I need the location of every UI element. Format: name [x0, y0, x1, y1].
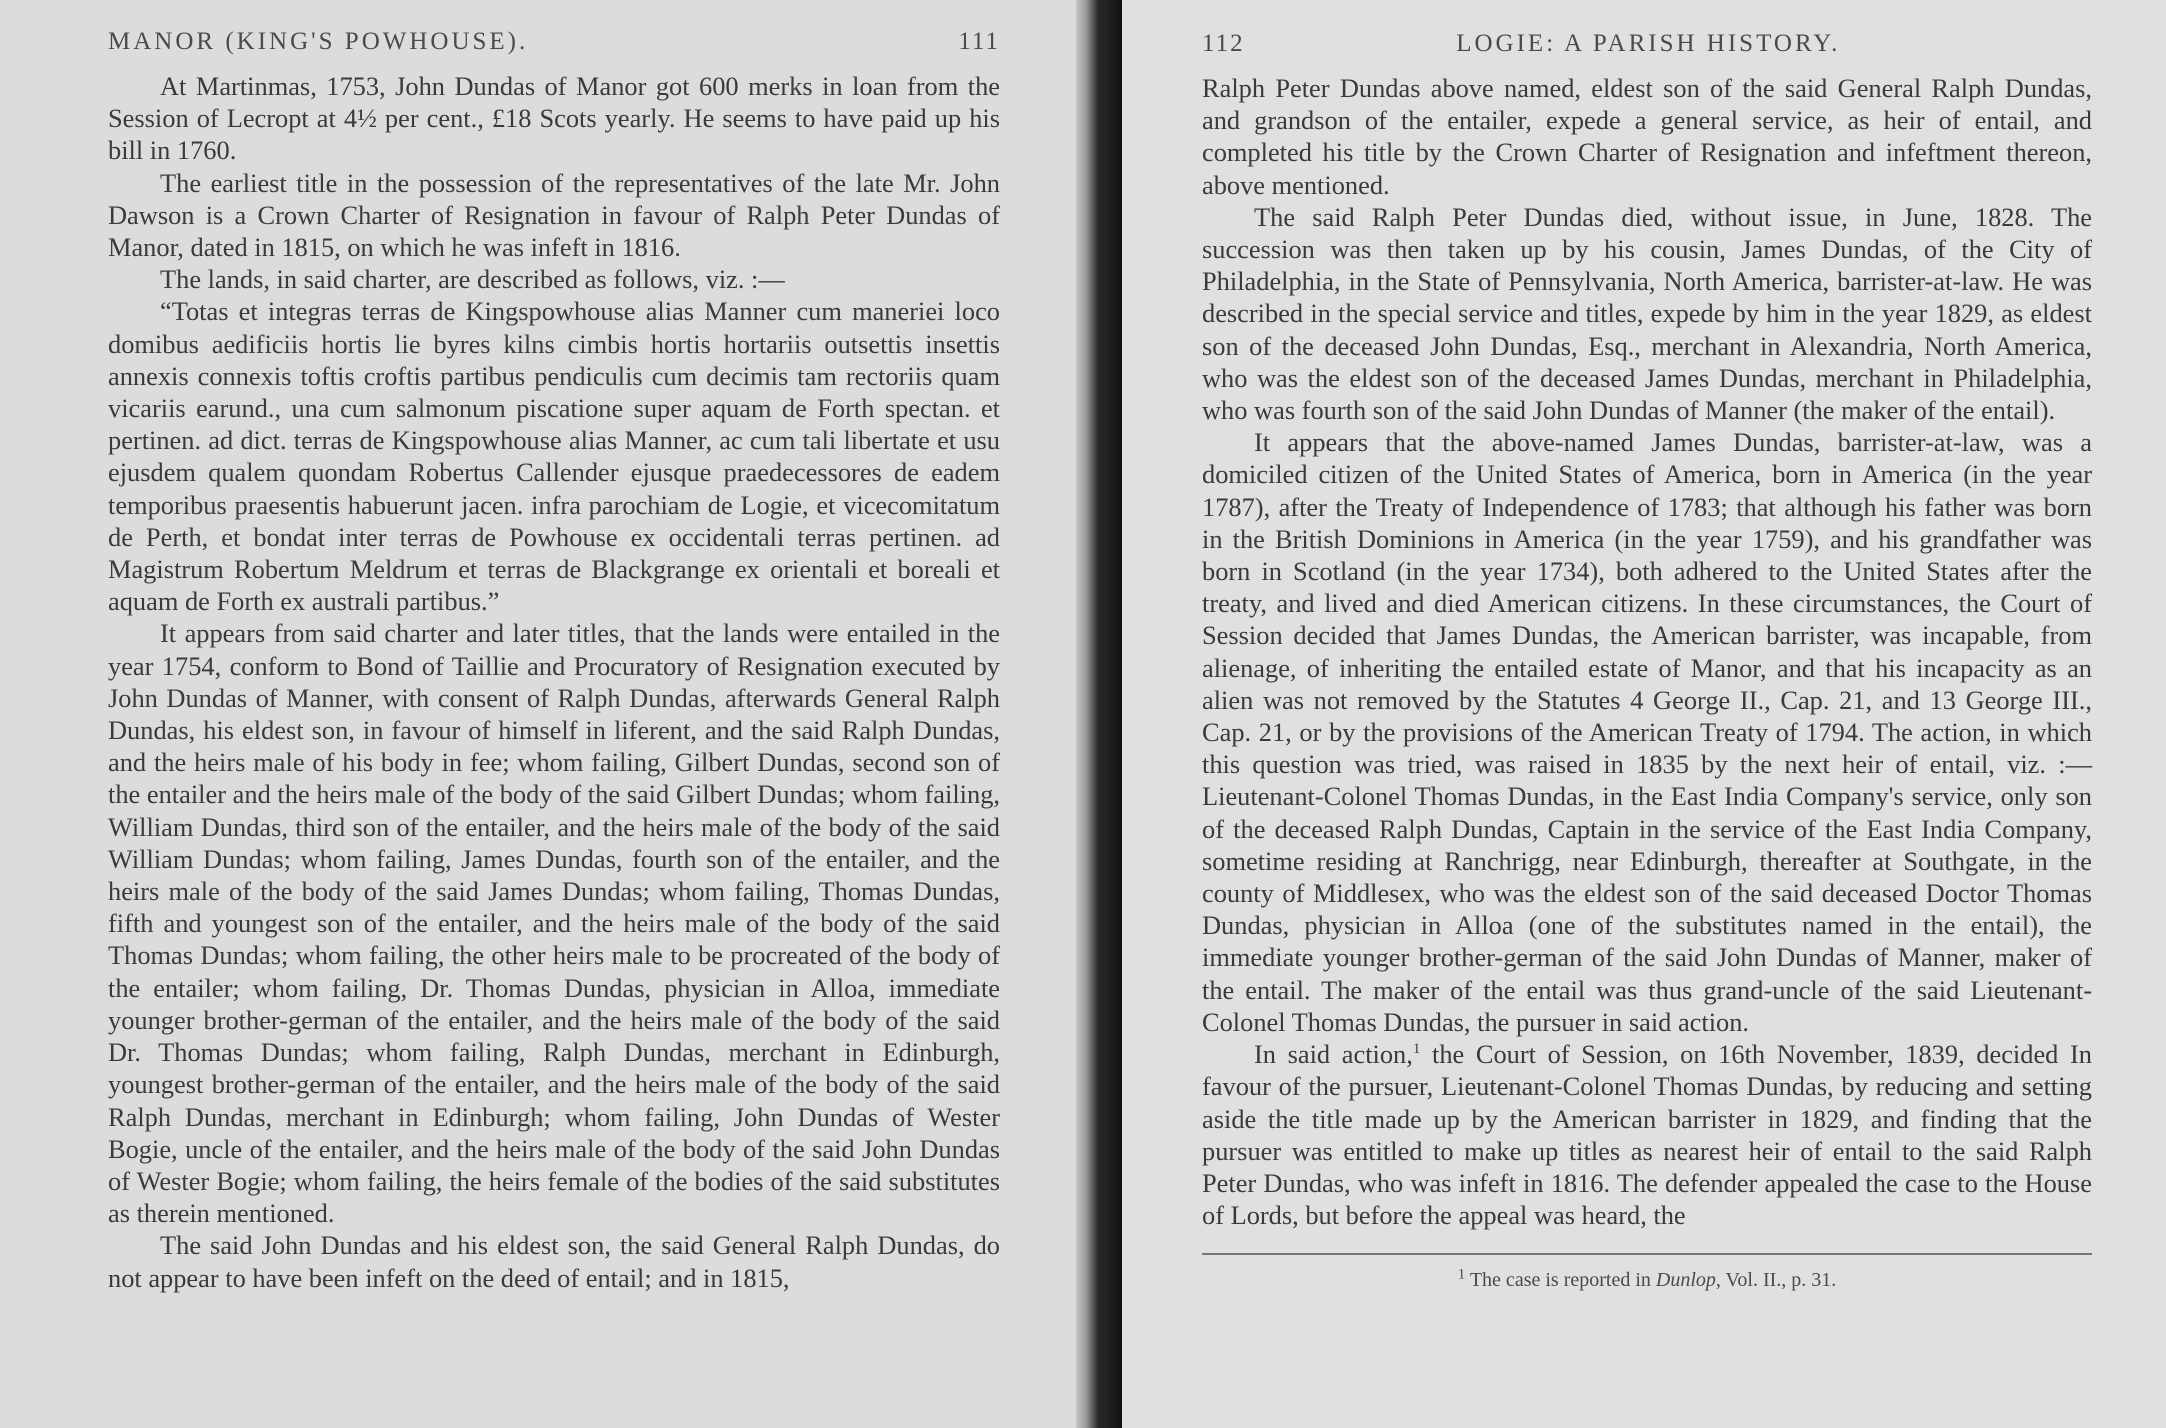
right-running-title: LOGIE: A PARISH HISTORY. [1456, 30, 1841, 57]
left-page [0, 0, 1076, 1428]
paragraph: The earliest title in the possession of the representatives of the late Mr. John Dawson is a Crown Charter of Resignation in favour of Ralph Peter Dundas of Manor, dated in 1815, on which he was infeft in 1816. [108, 167, 1000, 263]
right-page-number: 112 [1202, 30, 1245, 57]
footnote-text: The case is reported in [1465, 1269, 1656, 1292]
footnote-citation: , Vol. II., p. 31. [1715, 1269, 1837, 1292]
left-running-title: MANOR (KING'S POWHOUSE). [108, 28, 529, 55]
paragraph: It appears that the above-named James Dundas, barrister-at-law, was a domiciled citizen of the United States of America, born in America (in the year 1787), after the Treaty of Independence of 1783; that although his father was born in the British Dominions in America (in the year 1759), and his grandfather was born in Scotland (in the year 1734), both adhered to the United States after the treaty, and lived and died American citizens. In these circumstances, the Court of Session decided that James Dundas, the American barrister, was incapable, from alienage, of inheriting the entailed estate of Manor, and that his incapacity as an alien was not removed by the Statutes 4 George II., Cap. 21, and 13 George III., Cap. 21, or by the provisions of the American Treaty of 1794. The action, in which this question was tried, was raised in 1835 by the next heir of entail, viz. :—Lieutenant-Colonel Thomas Dundas, in the East India Company's service, only son of the deceased Ralph Dundas, Captain in the service of the East India Company, sometime residing at Ranchrigg, near Edinburgh, thereafter at Southgate, in the county of Middlesex, who was the eldest son of the said deceased Doctor Thomas Dundas, physician in Alloa (one of the substitutes named in the entail), the immediate younger brother-german of the said John Dundas of Manner, maker of the entail. The maker of the entail was thus grand-uncle of the said Lieutenant-Colonel Thomas Dundas, the pursuer in said action. [1202, 427, 2092, 1037]
right-page [1122, 0, 2166, 1428]
paragraph [1202, 1038, 2092, 1231]
footnote [1202, 1266, 2092, 1292]
paragraph: The said Ralph Peter Dundas died, without issue, in June, 1828. The succession was then taken up by his cousin, James Dundas, of the City of Philadelphia, in the State of Pennsylvania, North America, barrister-at-law. He was described in the special service and titles, expede by him in the year 1829, as eldest son of the deceased John Dundas, Esq., merchant in Alexandria, North America, who was the eldest son of the deceased James Dundas, merchant in Philadelphia, who was fourth son of the said John Dundas of Manner (the maker of the entail). [1202, 201, 2092, 426]
footnote-source-title: Dunlop [1655, 1269, 1716, 1292]
paragraph: At Martinmas, 1753, John Dundas of Manor got 600 merks in loan from the Session of Lecropt at 4½ per cent., £18 Scots yearly. He seems to have paid up his bill in 1760. [108, 71, 1000, 166]
left-body-text [108, 70, 1000, 1294]
footnote-number: 1 [1457, 1266, 1466, 1283]
left-page-number: 111 [958, 28, 1000, 55]
paragraph-lead: In said action, [1254, 1039, 1413, 1070]
book-gutter [1076, 0, 1122, 1428]
paragraph-body: In favour of the pursuer, Lieutenant-Colonel Thomas Dundas, by reducing and setting aside the title made up by the American barrister in 1829, and finding that the pursuer was entitled to make up titles as nearest heir of entail to the said Ralph Peter Dundas, who was infeft in 1816. The defender appealed the case to the House of Lords, but before the appeal was heard, the [1202, 1039, 2092, 1231]
paragraph: It appears from said charter and later titles, that the lands were entailed in the year 1754, conform to Bond of Taillie and Procuratory of Resignation executed by John Dundas of Manner, with consent of Ralph Dundas, afterwards General Ralph Dundas, his eldest son, in favour of himself in liferent, and the said Ralph Dundas, and the heirs male of his body in fee; whom failing, Gilbert Dundas, second son of the entailer and the heirs male of the body of the said Gilbert Dundas; whom failing, William Dundas, third son of the entailer, and the heirs male of the body of the said William Dundas; whom failing, James Dundas, fourth son of the entailer, and the heirs male of the body of the said James Dundas; whom failing, Thomas Dundas, fifth and youngest son of the entailer, and the heirs male of the body of the said Thomas Dundas; whom failing, the other heirs male to be procreated of the body of the entailer; whom failing, Dr. Thomas Dundas, physician in Alloa, immediate younger brother-german of the entailer, and the heirs male of the body of the said Dr. Thomas Dundas; whom failing, Ralph Dundas, merchant in Edinburgh, youngest brother-german of the entailer, and the heirs male of the body of the said Ralph Dundas, merchant in Edinburgh; whom failing, John Dundas of Wester Bogie, uncle of the entailer, and the heirs male of the body of the said John Dundas of Wester Bogie; whom failing, the heirs female of the bodies of the said substitutes as therein mentioned. [108, 618, 1000, 1229]
paragraph: The lands, in said charter, are described as follows, viz. :— [160, 264, 785, 295]
right-running-head [1202, 30, 2092, 58]
latin-quotation: “Totas et integras terras de Kingspowhouse alias Manner cum maneriei loco domibus aedificiis hortis lie byres kilns cimbis hortis hortariis outsettis insettis annexis connexis toftis croftis partibus pendiculis cum decimis tam rectoriis quam vicariis earund., una cum salmonum piscatione super aquam de Forth spectan. et pertinen. ad dict. terras de Kingspowhouse alias Manner, ac cum tali libertate et usu ejusdem qualem quondam Robertus Callender ejusque praedecessores de eadem temporibus praesentis habuerunt jacen. infra parochiam de Logie, et vicecomitatum de Perth, et bondat inter terras de Powhouse ex occidentali terras pertinen. ad Magistrum Robertum Meldrum et terras de Blackgrange ex orientali et boreali et aquam de Forth ex australi partibus.” [108, 296, 1000, 617]
left-running-head [108, 28, 1000, 56]
right-body-text [1202, 72, 2092, 1231]
paragraph: Ralph Peter Dundas above named, eldest son of the said General Ralph Dundas, and grandson of the entailer, expede a general service, as heir of entail, and completed his title by the Crown Charter of Resignation and infeftment thereon, above mentioned. [1202, 73, 2092, 200]
paragraph: The said John Dundas and his eldest son, the said General Ralph Dundas, do not appear to have been infeft on the deed of entail; and in 1815, [108, 1230, 1000, 1293]
footnote-marker: 1 [1412, 1041, 1421, 1058]
paragraph-lead-continuation: the Court of Session, on 16th November, 1839, decided [1420, 1039, 2071, 1070]
footnote-divider [1202, 1253, 2092, 1255]
